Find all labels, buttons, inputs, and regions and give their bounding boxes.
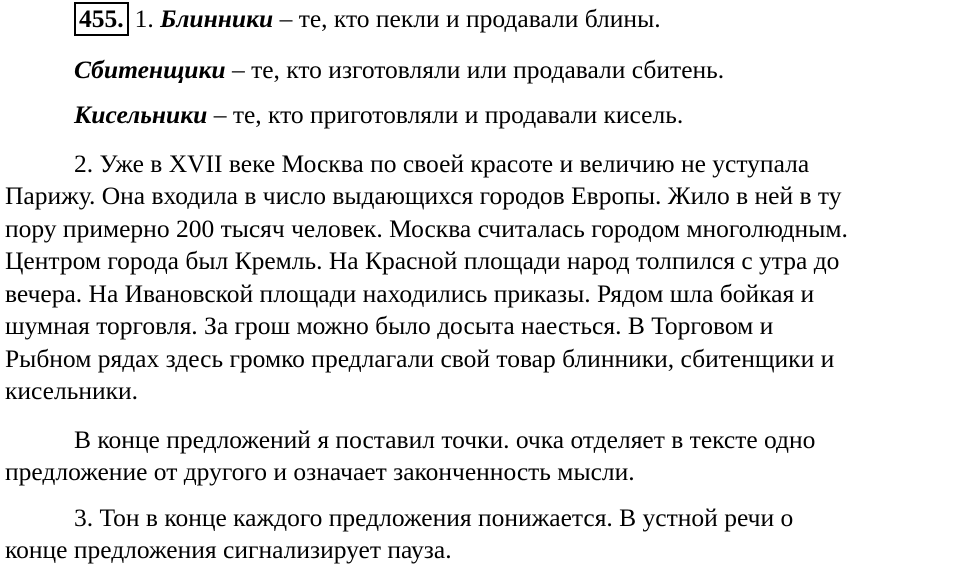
paragraph-2-line: кисельники. [5, 376, 139, 405]
paragraph-2-line: 2. Уже в XVII веке Москва по своей красоте и величию не уступала [74, 149, 810, 178]
definition-line-1 [74, 2, 661, 36]
definition-dash: – [279, 4, 293, 33]
definition-term-kiselniki: Кисельники [74, 100, 208, 129]
paragraph-2-line: шумная торговля. За грош можно было досыта наесться. В Торговом и [5, 311, 774, 340]
definition-text: те, кто приготовляли и продавали кисель. [232, 100, 684, 129]
paragraph-punctuation-line: В конце предложений я поставил точки. очка отделяет в тексте одно [74, 425, 816, 454]
paragraph-3-line: 3. Тон в конце каждого предложения понижается. В устной речи о [74, 503, 794, 532]
definition-text: те, кто изготовляли или продавали сбитень. [251, 55, 725, 84]
definition-term-sbitenshchiki: Сбитенщики [74, 55, 226, 84]
paragraph-2-line: Центром города был Кремль. На Красной площади народ толпился с утра до [5, 246, 840, 275]
definition-term-blinniki: Блинники [160, 4, 274, 33]
paragraph-2-line: Рыбном рядах здесь громко предлагали свой товар блинники, сбитенщики и [5, 344, 835, 373]
definition-dash: – [231, 55, 245, 84]
exercise-number-box: 455. [74, 2, 129, 36]
paragraph-2-line: Парижу. Она входила в число выдающихся городов Европы. Жило в ней в ту [5, 181, 842, 210]
paragraph-punctuation-line: предложение от другого и означает законченность мысли. [5, 457, 635, 486]
paragraph-2-line: пору примерно 200 тысяч человек. Москва считалась городом многолюдным. [5, 214, 848, 243]
definition-line-2 [74, 54, 724, 87]
definition-line-3 [74, 99, 683, 132]
definition-marker: 1. [134, 4, 154, 33]
definition-dash: – [213, 100, 227, 129]
paragraph-2-line: вечера. На Ивановской площади находились приказы. Рядом шла бойкая и [5, 279, 815, 308]
paragraph-3-line: конце предложения сигнализирует пауза. [5, 535, 452, 564]
definition-text: те, кто пекли и продавали блины. [298, 4, 661, 33]
